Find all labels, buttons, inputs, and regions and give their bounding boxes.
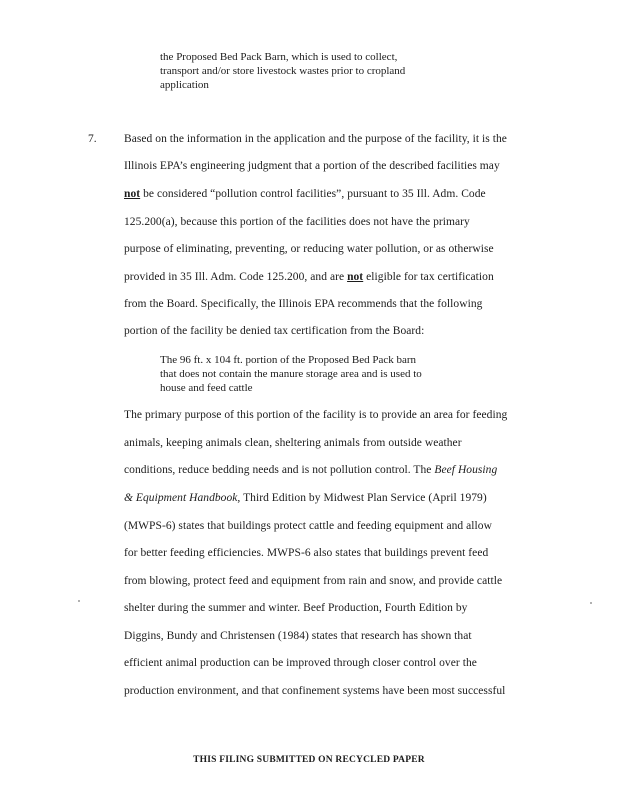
body-line: Diggins, Bundy and Christensen (1984) states that research has shown that bbox=[124, 630, 472, 642]
body-line: shelter during the summer and winter. Beef Production, Fourth Edition by bbox=[124, 602, 468, 614]
body-line: efficient animal production can be improved through closer control over the bbox=[124, 657, 477, 669]
body-line: 125.200(a), because this portion of the facilities does not have the primary bbox=[124, 216, 470, 228]
body-text: Third Edition by Midwest Plan Service (April 1979) bbox=[240, 492, 487, 504]
top-block-line: application bbox=[160, 79, 209, 91]
body-text: eligible for tax certification bbox=[363, 271, 494, 283]
scan-speck bbox=[78, 600, 80, 602]
body-line: Illinois EPA’s engineering judgment that a portion of the described facilities may bbox=[124, 160, 500, 172]
body-line: Based on the information in the application and the purpose of the facility, it is the bbox=[124, 133, 507, 145]
top-indented-block bbox=[160, 50, 460, 92]
quote-line: that does not contain the manure storage area and is used to bbox=[160, 368, 422, 380]
body-line: The primary purpose of this portion of the facility is to provide an area for feeding bbox=[124, 409, 508, 421]
quote-line: house and feed cattle bbox=[160, 382, 253, 394]
book-title: Beef Housing bbox=[434, 464, 498, 476]
body-line bbox=[124, 464, 497, 476]
top-block-line: transport and/or store livestock wastes prior to cropland bbox=[160, 65, 406, 77]
quoted-block bbox=[160, 353, 460, 395]
quote-line: The 96 ft. x 104 ft. portion of the Proposed Bed Pack barn bbox=[160, 354, 417, 366]
emphasis-not: not bbox=[347, 271, 364, 283]
body-line: production environment, and that confinement systems have been most successful bbox=[124, 685, 506, 697]
body-line: (MWPS-6) states that buildings protect cattle and feeding equipment and allow bbox=[124, 520, 492, 532]
body-line: purpose of eliminating, preventing, or reducing water pollution, or as otherwise bbox=[124, 243, 494, 255]
emphasis-not: not bbox=[124, 188, 141, 200]
top-block-line: the Proposed Bed Pack Barn, which is used to collect, bbox=[160, 51, 398, 63]
paragraph-number: 7. bbox=[88, 133, 97, 145]
body-line: for better feeding efficiencies. MWPS-6 also states that buildings prevent feed bbox=[124, 547, 489, 559]
scan-speck bbox=[590, 602, 592, 604]
body-line bbox=[124, 492, 487, 504]
body-line bbox=[124, 188, 486, 200]
body-text: conditions, reduce bedding needs and is not pollution control. The bbox=[124, 464, 435, 476]
body-line: portion of the facility be denied tax certification from the Board: bbox=[124, 325, 425, 337]
page-footer: THIS FILING SUBMITTED ON RECYCLED PAPER bbox=[193, 755, 425, 765]
body-text: provided in 35 Ill. Adm. Code 125.200, and are bbox=[124, 271, 348, 283]
body-line: animals, keeping animals clean, sheltering animals from outside weather bbox=[124, 437, 462, 449]
body-text: be considered “pollution control facilities”, pursuant to 35 Ill. Adm. Code bbox=[140, 188, 486, 200]
body-line: from the Board. Specifically, the Illinois EPA recommends that the following bbox=[124, 298, 483, 310]
body-line: from blowing, protect feed and equipment from rain and snow, and provide cattle bbox=[124, 575, 503, 587]
body-line bbox=[124, 271, 494, 283]
book-title: & Equipment Handbook, bbox=[124, 492, 241, 504]
